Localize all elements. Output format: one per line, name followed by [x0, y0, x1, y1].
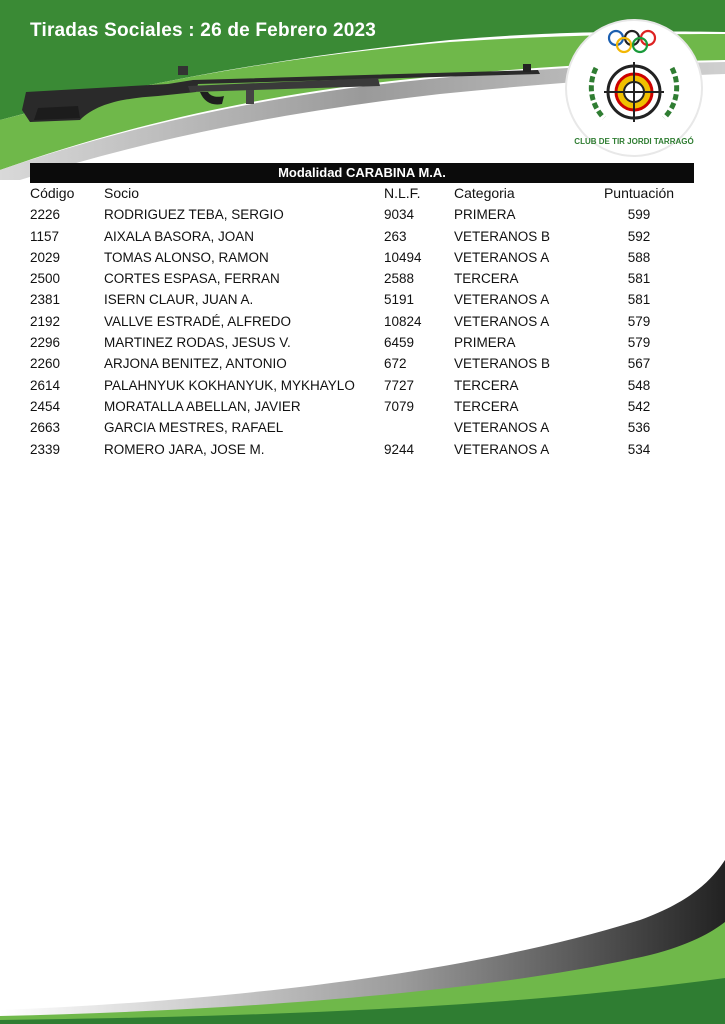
cell-categoria: TERCERA	[454, 398, 519, 414]
table-row	[30, 289, 694, 310]
cell-socio: RODRIGUEZ TEBA, SERGIO	[104, 207, 284, 223]
col-header-nlf: N.L.F.	[384, 185, 421, 201]
footer-banner	[0, 860, 725, 1024]
cell-socio: MORATALLA ABELLAN, JAVIER	[104, 398, 301, 414]
cell-nlf: 5191	[384, 292, 415, 308]
cell-socio: AIXALA BASORA, JOAN	[104, 228, 255, 244]
table-row	[30, 332, 694, 353]
cell-categoria: VETERANOS A	[454, 292, 550, 308]
cell-codigo: 2296	[30, 335, 61, 351]
cell-socio: GARCIA MESTRES, RAFAEL	[104, 420, 284, 436]
section-title: Modalidad CARABINA M.A.	[30, 163, 694, 183]
cell-nlf: 6459	[384, 335, 415, 351]
cell-categoria: VETERANOS B	[454, 356, 551, 372]
cell-categoria: VETERANOS B	[454, 228, 551, 244]
cell-puntuacion: 542	[627, 398, 651, 414]
cell-puntuacion: 581	[627, 292, 651, 308]
table-row	[30, 247, 694, 268]
club-logo	[564, 18, 704, 158]
table-row	[30, 226, 694, 247]
cell-socio: PALAHNYUK KOKHANYUK, MYKHAYLO	[104, 377, 355, 393]
cell-codigo: 2381	[30, 292, 61, 308]
cell-nlf: 7727	[384, 377, 415, 393]
cell-categoria: PRIMERA	[454, 207, 516, 223]
table-row	[30, 353, 694, 374]
cell-puntuacion: 592	[627, 228, 651, 244]
cell-socio: TOMAS ALONSO, RAMON	[104, 249, 269, 265]
cell-puntuacion: 536	[627, 420, 651, 436]
page-title: Tiradas Sociales : 26 de Febrero 2023	[30, 20, 377, 41]
cell-puntuacion: 567	[627, 356, 651, 372]
cell-codigo: 2663	[30, 420, 61, 436]
table-row	[30, 417, 694, 438]
table-row	[30, 396, 694, 417]
cell-nlf: 672	[384, 356, 407, 372]
col-header-codigo: Código	[30, 185, 75, 201]
table-row	[30, 268, 694, 289]
cell-codigo: 1157	[30, 228, 60, 244]
cell-puntuacion: 579	[627, 313, 651, 329]
cell-codigo: 2454	[30, 398, 61, 414]
cell-codigo: 2226	[30, 207, 61, 223]
cell-socio: MARTINEZ RODAS, JESUS V.	[104, 335, 291, 351]
cell-codigo: 2614	[30, 377, 61, 393]
cell-socio: ROMERO JARA, JOSE M.	[104, 441, 265, 457]
cell-socio: ISERN CLAUR, JUAN A.	[104, 292, 254, 308]
col-header-puntuacion: Puntuación	[603, 185, 675, 201]
cell-codigo: 2500	[30, 271, 61, 287]
cell-nlf: 10494	[384, 249, 422, 265]
col-header-socio: Socio	[104, 185, 140, 201]
cell-puntuacion: 588	[627, 249, 651, 265]
cell-nlf	[384, 417, 454, 438]
cell-puntuacion: 534	[627, 441, 651, 457]
cell-nlf: 263	[384, 228, 407, 244]
cell-categoria: VETERANOS A	[454, 441, 550, 457]
cell-codigo: 2339	[30, 441, 61, 457]
results-section	[30, 163, 694, 460]
table-header-row	[30, 183, 694, 204]
cell-socio: VALLVE ESTRADÉ, ALFREDO	[104, 313, 292, 329]
cell-categoria: PRIMERA	[454, 335, 516, 351]
cell-nlf: 2588	[384, 271, 415, 287]
cell-codigo: 2260	[30, 356, 61, 372]
cell-puntuacion: 599	[627, 207, 651, 223]
table-row	[30, 311, 694, 332]
table-row	[30, 375, 694, 396]
cell-nlf: 10824	[384, 313, 422, 329]
cell-puntuacion: 579	[627, 335, 651, 351]
cell-codigo: 2192	[30, 313, 61, 329]
cell-nlf: 7079	[384, 398, 415, 414]
rifle-icon	[18, 62, 543, 132]
table-row	[30, 439, 694, 460]
cell-categoria: TERCERA	[454, 377, 519, 393]
cell-nlf: 9034	[384, 207, 415, 223]
col-header-categoria: Categoria	[454, 185, 515, 201]
club-logo-text: CLUB DE TIR JORDI TARRAGÓ	[574, 137, 694, 146]
cell-socio: ARJONA BENITEZ, ANTONIO	[104, 356, 287, 372]
cell-categoria: VETERANOS A	[454, 313, 550, 329]
cell-categoria: VETERANOS A	[454, 420, 550, 436]
cell-nlf: 9244	[384, 441, 415, 457]
cell-categoria: TERCERA	[454, 271, 519, 287]
cell-puntuacion: 581	[627, 271, 651, 287]
table-row	[30, 204, 694, 225]
cell-puntuacion: 548	[627, 377, 651, 393]
results-table	[30, 183, 694, 460]
cell-codigo: 2029	[30, 249, 61, 265]
cell-socio: CORTES ESPASA, FERRAN	[104, 271, 280, 287]
cell-categoria: VETERANOS A	[454, 249, 550, 265]
